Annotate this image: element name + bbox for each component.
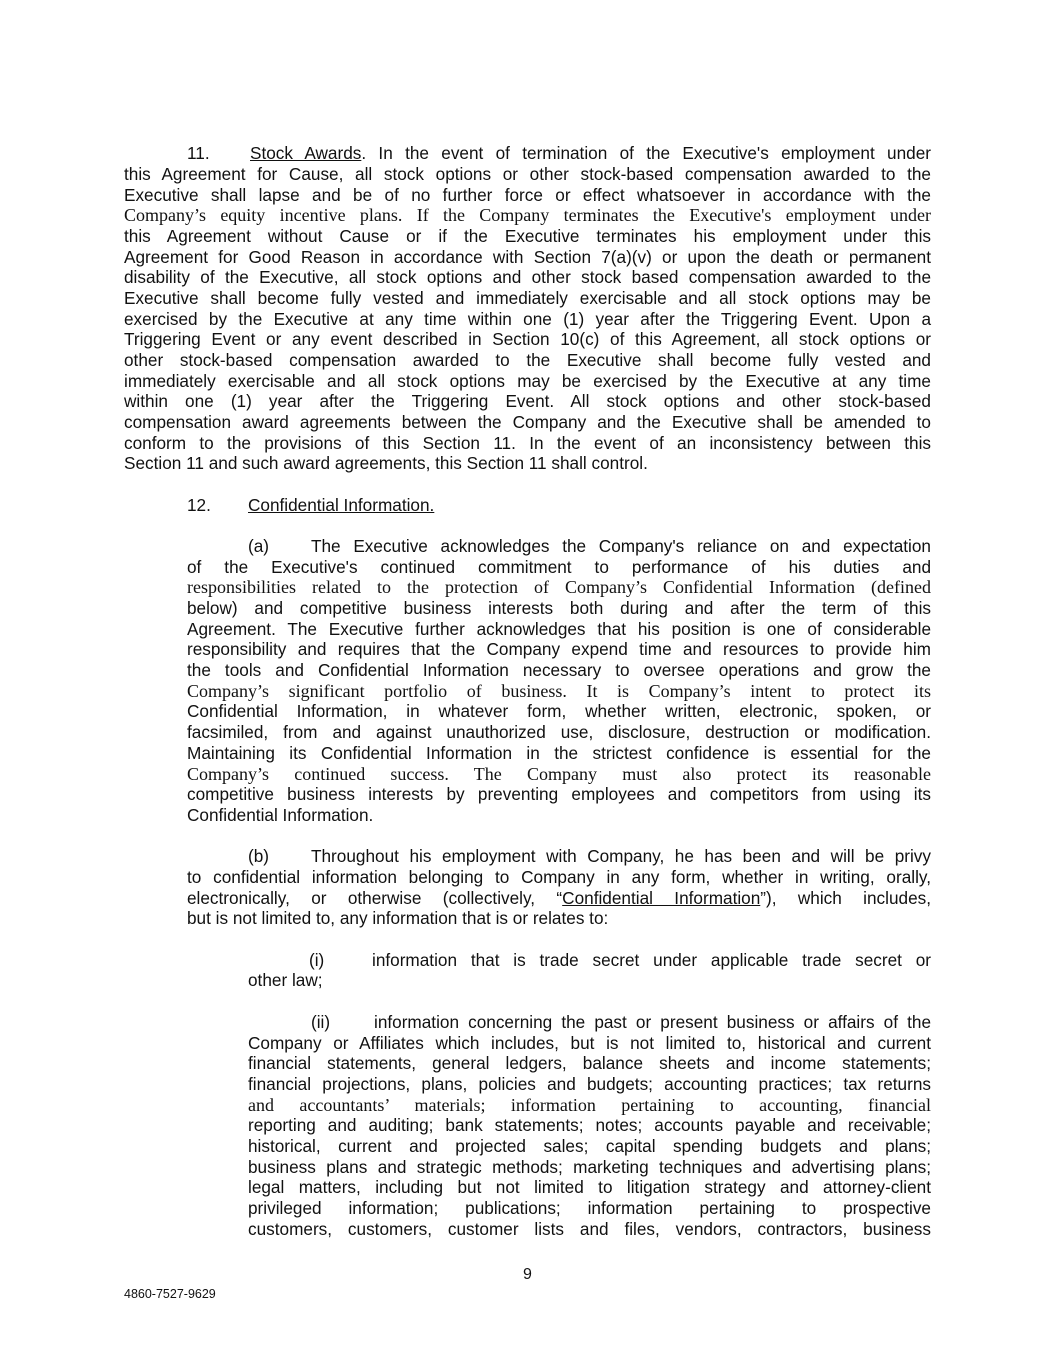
section-12a-line-12: Company’s continued success. The Company must also protect its reasonable [187,764,931,784]
section-12bi-line-2: other law; [248,970,323,990]
section-12a-line-11: Maintaining its Confidential Information in the strictest confidence is essential for the [187,743,931,763]
section-12b-text: Throughout his employment with Company, he has been and will be privy [311,846,931,866]
section-11-line-13: within one (1) year after the Triggering Event. All stock options and other stock-based [124,391,931,411]
document-id: 4860-7527-9629 [124,1287,216,1301]
section-12bii-line-4: financial projections, plans, policies and budgets; accounting practices; tax returns [248,1074,931,1094]
section-11-line-7: disability of the Executive, all stock options and other stock based compensation awarded to the [124,267,931,287]
section-11-line-6: Agreement for Good Reason in accordance with Section 7(a)(v) or upon the death or permanent [124,247,931,267]
section-11-line-3: Executive shall lapse and be of no further force or effect whatsoever in accordance with the [124,185,931,205]
section-12bii-line-6: reporting and auditing; bank statements; notes; accounts payable and receivable; [248,1115,931,1135]
confidential-information-term: Confidential Information [562,888,761,908]
section-11-heading: Stock Awards [250,143,362,163]
section-11-line-9: exercised by the Executive at any time within one (1) year after the Triggering Event. Upon a [124,309,931,329]
section-11-line-14: compensation award agreements between the Company and the Executive shall be amended to [124,412,931,432]
section-12a-line-3: responsibilities related to the protection of Company’s Confidential Information (defined [187,577,931,597]
section-12a-line-10: facsimiled, from and against unauthorized use, disclosure, destruction or modification. [187,722,931,742]
section-12bii-line-10: privileged information; publications; information pertaining to prospective [248,1198,931,1218]
section-12bii-line-11: customers, customers, customer lists and files, vendors, contractors, business [248,1219,931,1239]
section-12bii-line-1 [248,1012,931,1033]
section-12a-line-6: responsibility and requires that the Company expend time and resources to provide him [187,639,931,659]
section-12a-line-14: Confidential Information. [187,805,374,825]
section-11-line-15: conform to the provisions of this Section 11. In the event of an inconsistency between this [124,433,931,453]
section-12b-line-1 [187,846,931,867]
section-12bi-line-1 [248,950,931,971]
section-11-line-4: Company’s equity incentive plans. If the Company terminates the Executive's employment under [124,205,931,225]
section-12b-line-4: but is not limited to, any information that is or relates to: [187,908,609,928]
section-12b-line-3 [187,888,931,909]
section-12bii-line-3: financial statements, general ledgers, balance sheets and income statements; [248,1053,931,1073]
section-12a-line-1 [187,536,931,557]
section-12bii-label: (ii) [311,1012,331,1032]
section-12bii-line-2: Company or Affiliates which includes, but is not limited to, historical and current [248,1033,931,1053]
section-11-line-8: Executive shall become fully vested and immediately exercisable and all stock options may be [124,288,931,308]
section-12a-line-13: competitive business interests by preventing employees and competitors from using its [187,784,931,804]
section-12a-label: (a) [248,536,270,556]
section-12a-line-8: Company’s significant portfolio of business. It is Company’s intent to protect its [187,681,931,701]
section-12-heading: Confidential Information. [248,495,435,515]
section-12a-line-2: of the Executive's continued commitment to performance of his duties and [187,557,931,577]
section-12b-label: (b) [248,846,270,866]
section-11-line-12: immediately exercisable and all stock options may be exercised by the Executive at any time [124,371,931,391]
section-11-line-16: Section 11 and such award agreements, this Section 11 shall control. [124,453,648,473]
section-11-line-10: Triggering Event or any event described in Section 10(c) of this Agreement, all stock options or [124,329,931,349]
section-12a-line-4: below) and competitive business interests both during and after the term of this [187,598,931,618]
section-12-heading-line [124,495,931,516]
section-12b-line-3-post: ”), which includes, [760,888,931,908]
section-11-line-5: this Agreement without Cause or if the Executive terminates his employment under this [124,226,931,246]
section-11-text: . In the event of termination of the Executive's employment under [361,143,931,163]
section-12bi-text: information that is trade secret under applicable trade secret or [372,950,931,970]
section-11-line-11: other stock-based compensation awarded to the Executive shall become fully vested and [124,350,931,370]
section-12bii-line-5: and accountants’ materials; information pertaining to accounting, financial [248,1095,931,1115]
section-12bi-label: (i) [309,950,325,970]
section-11-line-2: this Agreement for Cause, all stock options or other stock-based compensation awarded to the [124,164,931,184]
section-12a-text: The Executive acknowledges the Company's reliance on and expectation [311,536,931,556]
section-12b-line-2: to confidential information belonging to Company in any form, whether in writing, orally, [187,867,931,887]
section-11-line-1 [124,143,931,164]
section-12b-line-3-pre: electronically, or otherwise (collectively, “ [187,888,563,908]
section-12a-line-5: Agreement. The Executive further acknowledges that his position is one of considerable [187,619,931,639]
section-11-number: 11. [187,143,210,163]
section-12bii-line-9: legal matters, including but not limited to litigation strategy and attorney-client [248,1177,931,1197]
section-12a-line-9: Confidential Information, in whatever form, whether written, electronic, spoken, or [187,701,931,721]
section-12bii-text: information concerning the past or present business or affairs of the [374,1012,931,1032]
section-12bii-line-7: historical, current and projected sales; capital spending budgets and plans; [248,1136,931,1156]
section-12bii-line-8: business plans and strategic methods; marketing techniques and advertising plans; [248,1157,931,1177]
section-12-number: 12. [187,495,211,515]
page-number: 9 [523,1266,532,1283]
section-12a-line-7: the tools and Confidential Information necessary to oversee operations and grow the [187,660,931,680]
